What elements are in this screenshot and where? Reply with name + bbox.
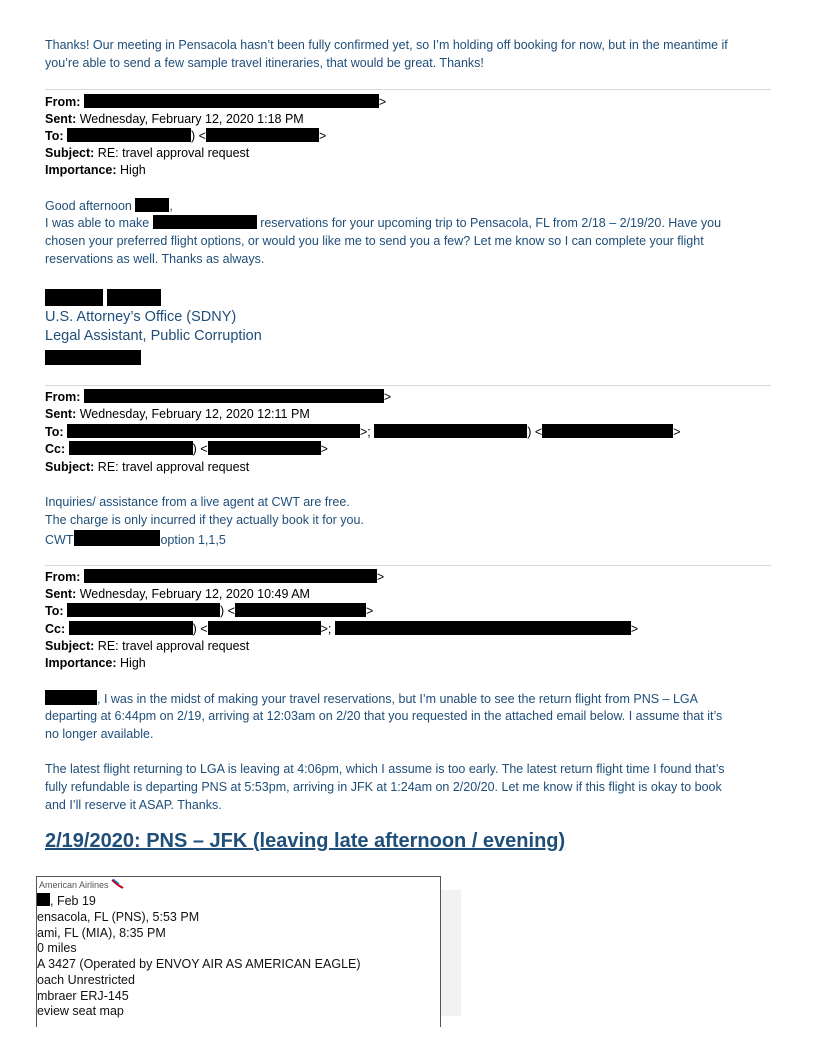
signature-office: U.S. Attorney’s Office (SDNY): [45, 309, 237, 325]
intro-line-2: you’re able to send a few sample travel itineraries, that would be great. Thanks!: [45, 56, 484, 70]
signature-name-redacted: [45, 289, 161, 309]
email2-to: To: >; ) < >: [45, 425, 681, 439]
separator: [45, 565, 771, 566]
email3-from: From: >: [45, 570, 385, 584]
flight-distance: 0 miles: [37, 941, 77, 955]
redaction: [208, 441, 321, 455]
email2-from: From: >: [45, 390, 392, 404]
flight-arrive: ami, FL (MIA), 8:35 PM: [37, 926, 166, 940]
redaction: [542, 424, 673, 438]
email1-sent: Sent: Wednesday, February 12, 2020 1:18 PM: [45, 112, 304, 126]
email3-p1-line1: , I was in the midst of making your travel reservations, but I’m unable to see the return flight from PNS – LGA: [45, 690, 698, 709]
email3-sent: Sent: Wednesday, February 12, 2020 10:49 AM: [45, 587, 310, 601]
redaction: [37, 893, 50, 906]
shadow: [439, 890, 461, 1016]
redaction: [153, 215, 257, 229]
email1-body-2: chosen your preferred flight options, or would you like me to send you a few? Let me know so I can complete your flight: [45, 234, 704, 248]
redaction: [69, 621, 193, 635]
email3-p2-line2: fully refundable is departing PNS at 5:53pm, arriving in JFK at 1:24am on 2/20/20. Let me know if this flight is okay to book: [45, 780, 722, 794]
email2-cc: Cc: ) < >: [45, 442, 328, 456]
redaction: [208, 621, 321, 635]
redaction: [235, 603, 366, 617]
email3-to: To: ) < >: [45, 604, 374, 618]
email1-importance: Importance: High: [45, 163, 146, 177]
redaction: [107, 289, 161, 306]
email3-p1-line2: departing at 6:44pm on 2/19, arriving at 12:03am on 2/20 that you requested in the attached email below. I assume that it’s: [45, 709, 723, 723]
email2-subject: Subject: RE: travel approval request: [45, 460, 250, 474]
redaction: [67, 603, 220, 617]
flight-cabin: oach Unrestricted: [37, 973, 135, 987]
eagle-icon: [111, 879, 125, 889]
redaction: [74, 530, 160, 546]
redaction: [84, 94, 379, 108]
flight-depart: ensacola, FL (PNS), 5:53 PM: [37, 910, 200, 924]
redaction: [335, 621, 631, 635]
flight-number: A 3427 (Operated by ENVOY AIR AS AMERICAN EAGLE): [37, 957, 361, 971]
email3-cc: Cc: ) < >; >: [45, 622, 639, 636]
email1-subject: Subject: RE: travel approval request: [45, 146, 250, 160]
email3-p2-line1: The latest flight returning to LGA is leaving at 4:06pm, which I assume is too early. The latest return flight time I found that’s: [45, 762, 725, 776]
american-airlines-logo: American Airlines: [39, 879, 125, 890]
email2-body-3: CWT option 1,1,5: [45, 530, 226, 550]
redaction: [45, 690, 97, 705]
redaction: [45, 289, 103, 306]
intro-line-1: Thanks! Our meeting in Pensacola hasn’t been fully confirmed yet, so I’m holding off booking for now, but in the meantime if: [45, 38, 728, 52]
redaction: [67, 128, 191, 142]
email1-body-3: reservations as well. Thanks as always.: [45, 252, 265, 266]
email1-body-1: I was able to make reservations for your upcoming trip to Pensacola, FL from 2/18 – 2/19/20. Have you: [45, 216, 722, 230]
redaction: [374, 424, 527, 438]
email2-sent: Sent: Wednesday, February 12, 2020 12:11 PM: [45, 407, 310, 421]
email1-to: To: ) < >: [45, 129, 327, 143]
itinerary-heading: 2/19/2020: PNS – JFK (leaving late afternoon / evening): [45, 830, 566, 852]
email2-body-1: Inquiries/ assistance from a live agent at CWT are free.: [45, 495, 350, 509]
signature-phone-redacted: [45, 350, 141, 368]
flight-date: , Feb 19: [37, 893, 96, 909]
redaction: [135, 198, 169, 212]
redaction: [45, 350, 141, 365]
separator: [45, 89, 771, 90]
redaction: [206, 128, 319, 142]
redaction: [67, 424, 360, 438]
email3-p2-line3: and I’ll reserve it ASAP. Thanks.: [45, 798, 222, 812]
email3-subject: Subject: RE: travel approval request: [45, 639, 250, 653]
flight-card: [36, 876, 441, 1027]
redaction: [84, 389, 384, 403]
redaction: [84, 569, 377, 583]
email3-p1-line3: no longer available.: [45, 727, 154, 741]
flight-aircraft: mbraer ERJ-145: [37, 989, 129, 1003]
separator: [45, 385, 771, 386]
redaction: [69, 441, 193, 455]
signature-title: Legal Assistant, Public Corruption: [45, 328, 262, 344]
email1-from: From: >: [45, 95, 387, 109]
email2-body-2: The charge is only incurred if they actually book it for you.: [45, 513, 364, 527]
seat-map-link[interactable]: eview seat map: [37, 1004, 124, 1018]
email1-greeting: Good afternoon ,: [45, 199, 173, 213]
email3-importance: Importance: High: [45, 656, 146, 670]
